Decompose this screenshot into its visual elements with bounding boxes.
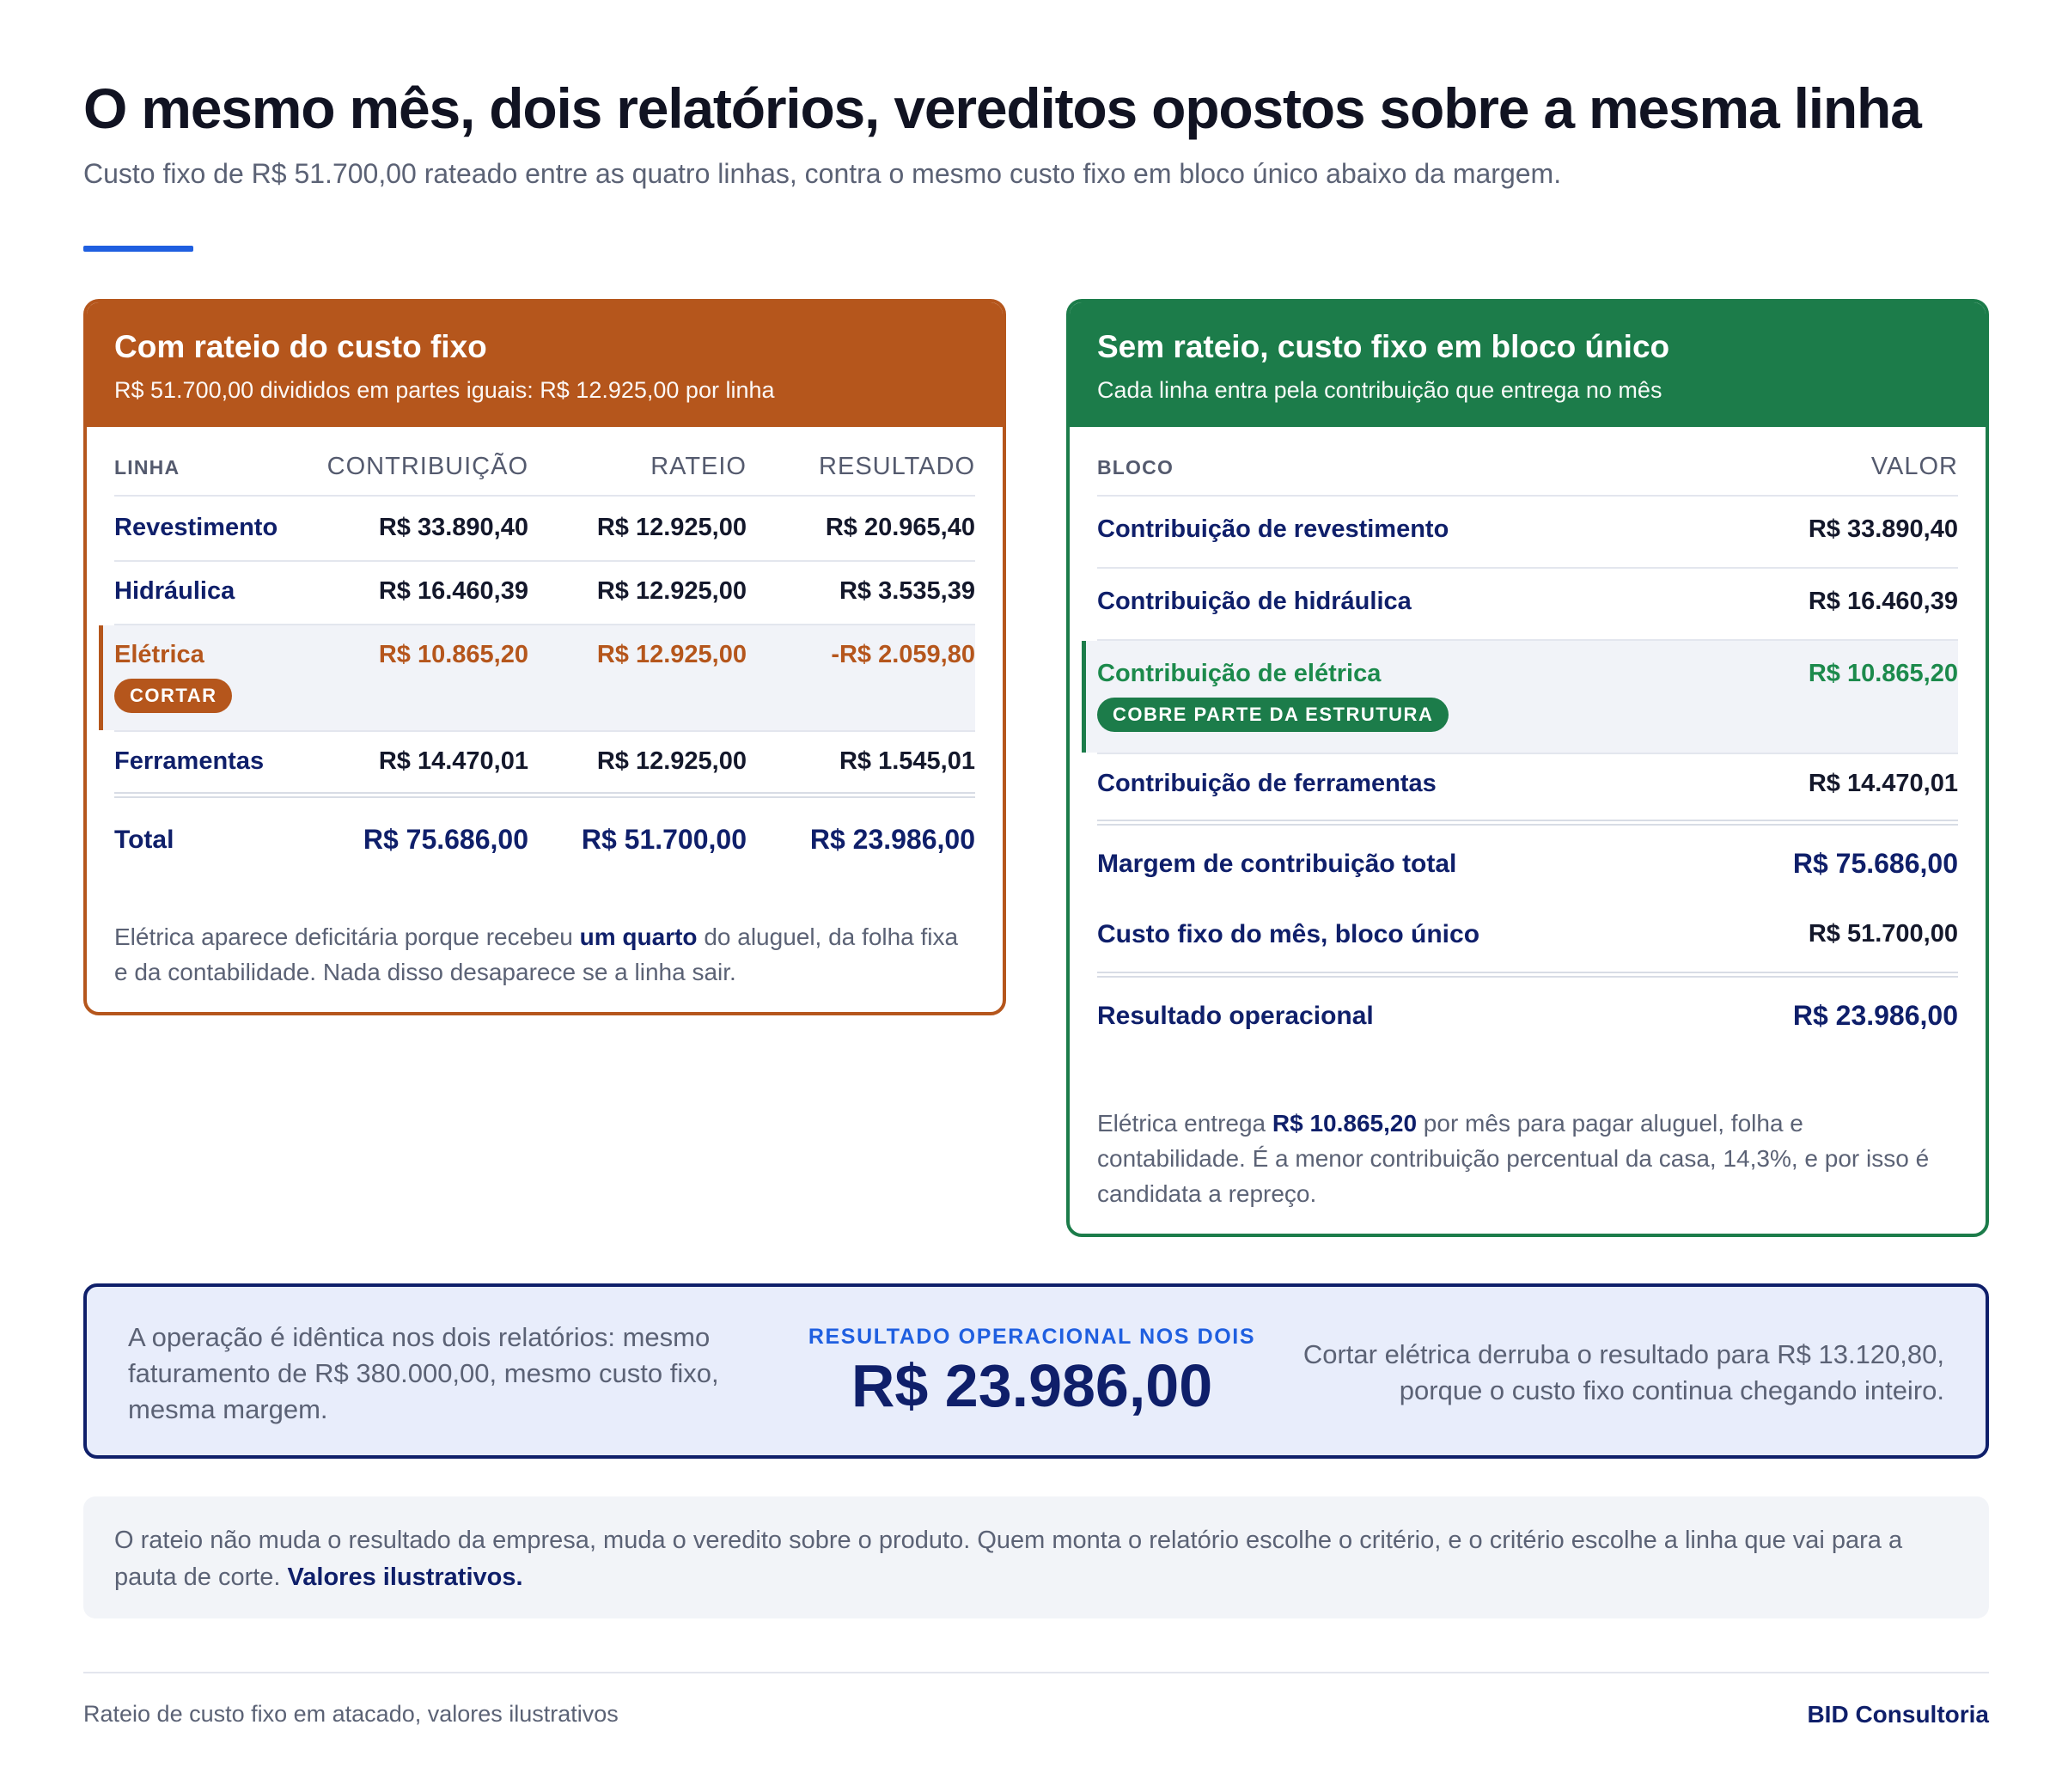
- row-label: Hidráulica: [114, 577, 235, 605]
- page-title: O mesmo mês, dois relatórios, vereditos opostos sobre a mesma linha: [83, 76, 1921, 140]
- row-value: R$ 16.460,39: [1808, 588, 1958, 615]
- summary-highlight: [791, 1325, 1272, 1420]
- row-result: -R$ 2.059,80: [831, 641, 975, 668]
- table-header: [1097, 427, 1958, 496]
- total-result: R$ 23.986,00: [809, 824, 975, 855]
- summary-left-text: A operação é idêntica nos dois relatórios: mesmo faturamento de R$ 380.000,00, mesmo custo fixo, mesma margem.: [128, 1322, 719, 1424]
- card-note: Elétrica entrega R$ 10.865,20 por mês para pagar aluguel, folha e contabilidade. É a menor contribuição percentual da casa, 14,3%, e por isso é candidata a repreço.: [1097, 1110, 1930, 1207]
- table-row: [114, 562, 975, 624]
- row-allocation: R$ 12.925,00: [596, 514, 747, 541]
- result-value: R$ 23.986,00: [1792, 1000, 1958, 1031]
- footer-divider: [83, 1672, 1989, 1673]
- card-subtitle: Cada linha entra pela contribuição que entrega no mês: [1097, 377, 1662, 403]
- margin-value: R$ 75.686,00: [1792, 848, 1958, 879]
- table-row: [1097, 569, 1958, 639]
- table-row: [114, 497, 975, 560]
- card-with-allocation: [83, 299, 1006, 1015]
- cut-badge: CORTAR: [114, 679, 232, 713]
- row-label: Revestimento: [114, 514, 278, 541]
- row-label: Contribuição de revestimento: [1097, 515, 1449, 543]
- footnote-box: [83, 1496, 1989, 1618]
- row-label: Contribuição de elétrica: [1097, 660, 1382, 687]
- table-row: [1097, 754, 1958, 823]
- total-allocation: R$ 51.700,00: [581, 824, 747, 855]
- allocation-table: [114, 427, 975, 908]
- footnote-text: O rateio não muda o resultado da empresa, muda o veredito sobre o produto. Quem monta o relatório escolhe o critério, e o critério escolhe a linha que vai para a pauta de corte.: [114, 1527, 1903, 1591]
- card-title: Com rateio do custo fixo: [114, 329, 487, 364]
- row-allocation: R$ 12.925,00: [596, 747, 747, 775]
- table-row: [1097, 497, 1958, 567]
- footer-caption: Rateio de custo fixo em atacado, valores ilustrativos: [83, 1701, 619, 1727]
- footnote-bold: Valores ilustrativos.: [287, 1563, 523, 1591]
- column-header: CONTRIBUIÇÃO: [326, 453, 528, 480]
- row-result: R$ 1.545,01: [839, 747, 975, 775]
- margin-row: [1097, 827, 1958, 896]
- summary-band: [83, 1283, 1989, 1459]
- card-header: [87, 302, 1003, 427]
- card-subtitle: R$ 51.700,00 divididos em partes iguais: R$ 12.925,00 por linha: [114, 377, 775, 403]
- total-contribution: R$ 75.686,00: [363, 824, 528, 855]
- row-value: R$ 10.865,20: [1808, 660, 1958, 687]
- fixed-cost-label: Custo fixo do mês, bloco único: [1097, 920, 1480, 948]
- card-single-block: [1066, 299, 1989, 1237]
- column-header: RESULTADO: [819, 453, 975, 480]
- column-header: BLOCO: [1097, 456, 1174, 478]
- row-contribution: R$ 33.890,40: [378, 514, 528, 541]
- page: [83, 0, 1989, 1792]
- row-label: Elétrica: [114, 641, 204, 668]
- row-contribution: R$ 10.865,20: [378, 641, 528, 668]
- result-row: [1097, 979, 1958, 1048]
- card-note: Elétrica aparece deficitária porque recebeu um quarto do aluguel, da folha fixa e da contabilidade. Nada disso desaparece se a linha sair.: [114, 923, 959, 985]
- table-row-highlighted: [99, 625, 975, 730]
- row-contribution: R$ 14.470,01: [378, 747, 528, 775]
- row-label: Contribuição de hidráulica: [1097, 588, 1412, 615]
- table-total-row: [114, 800, 975, 877]
- column-header: RATEIO: [650, 453, 747, 480]
- row-value: R$ 14.470,01: [1808, 770, 1958, 797]
- column-header: VALOR: [1870, 453, 1958, 480]
- summary-value: R$ 23.986,00: [851, 1352, 1213, 1419]
- summary-label: RESULTADO OPERACIONAL NOS DOIS: [808, 1325, 1256, 1349]
- row-label: Ferramentas: [114, 747, 265, 775]
- row-contribution: R$ 16.460,39: [378, 577, 528, 605]
- card-title: Sem rateio, custo fixo em bloco único: [1097, 329, 1670, 364]
- margin-label: Margem de contribuição total: [1097, 850, 1457, 878]
- block-table: [1097, 427, 1958, 1071]
- page-subtitle: Custo fixo de R$ 51.700,00 rateado entre as quatro linhas, contra o mesmo custo fixo em bloco único abaixo da margem.: [83, 158, 1562, 189]
- footer-brand: BID Consultoria: [1807, 1701, 1989, 1728]
- fixed-cost-value: R$ 51.700,00: [1808, 920, 1958, 948]
- accent-divider: [83, 246, 193, 252]
- table-header: [114, 427, 975, 496]
- row-label: Contribuição de ferramentas: [1097, 770, 1437, 797]
- row-allocation: R$ 12.925,00: [596, 577, 747, 605]
- total-label: Total: [114, 826, 174, 854]
- result-label: Resultado operacional: [1097, 1002, 1374, 1030]
- row-value: R$ 33.890,40: [1808, 515, 1958, 543]
- row-allocation: R$ 12.925,00: [596, 641, 747, 668]
- summary-right-text: Cortar elétrica derruba o resultado para R$ 13.120,80, porque o custo fixo continua chegando inteiro.: [1302, 1339, 1944, 1405]
- table-row-highlighted: [1082, 641, 1958, 753]
- row-result: R$ 3.535,39: [839, 577, 975, 605]
- column-header: LINHA: [114, 456, 180, 478]
- table-row: [114, 732, 975, 795]
- fixed-cost-row: [1097, 896, 1958, 965]
- row-result: R$ 20.965,40: [825, 514, 975, 541]
- card-header: [1070, 302, 1986, 427]
- covers-structure-badge: COBRE PARTE DA ESTRUTURA: [1097, 698, 1449, 732]
